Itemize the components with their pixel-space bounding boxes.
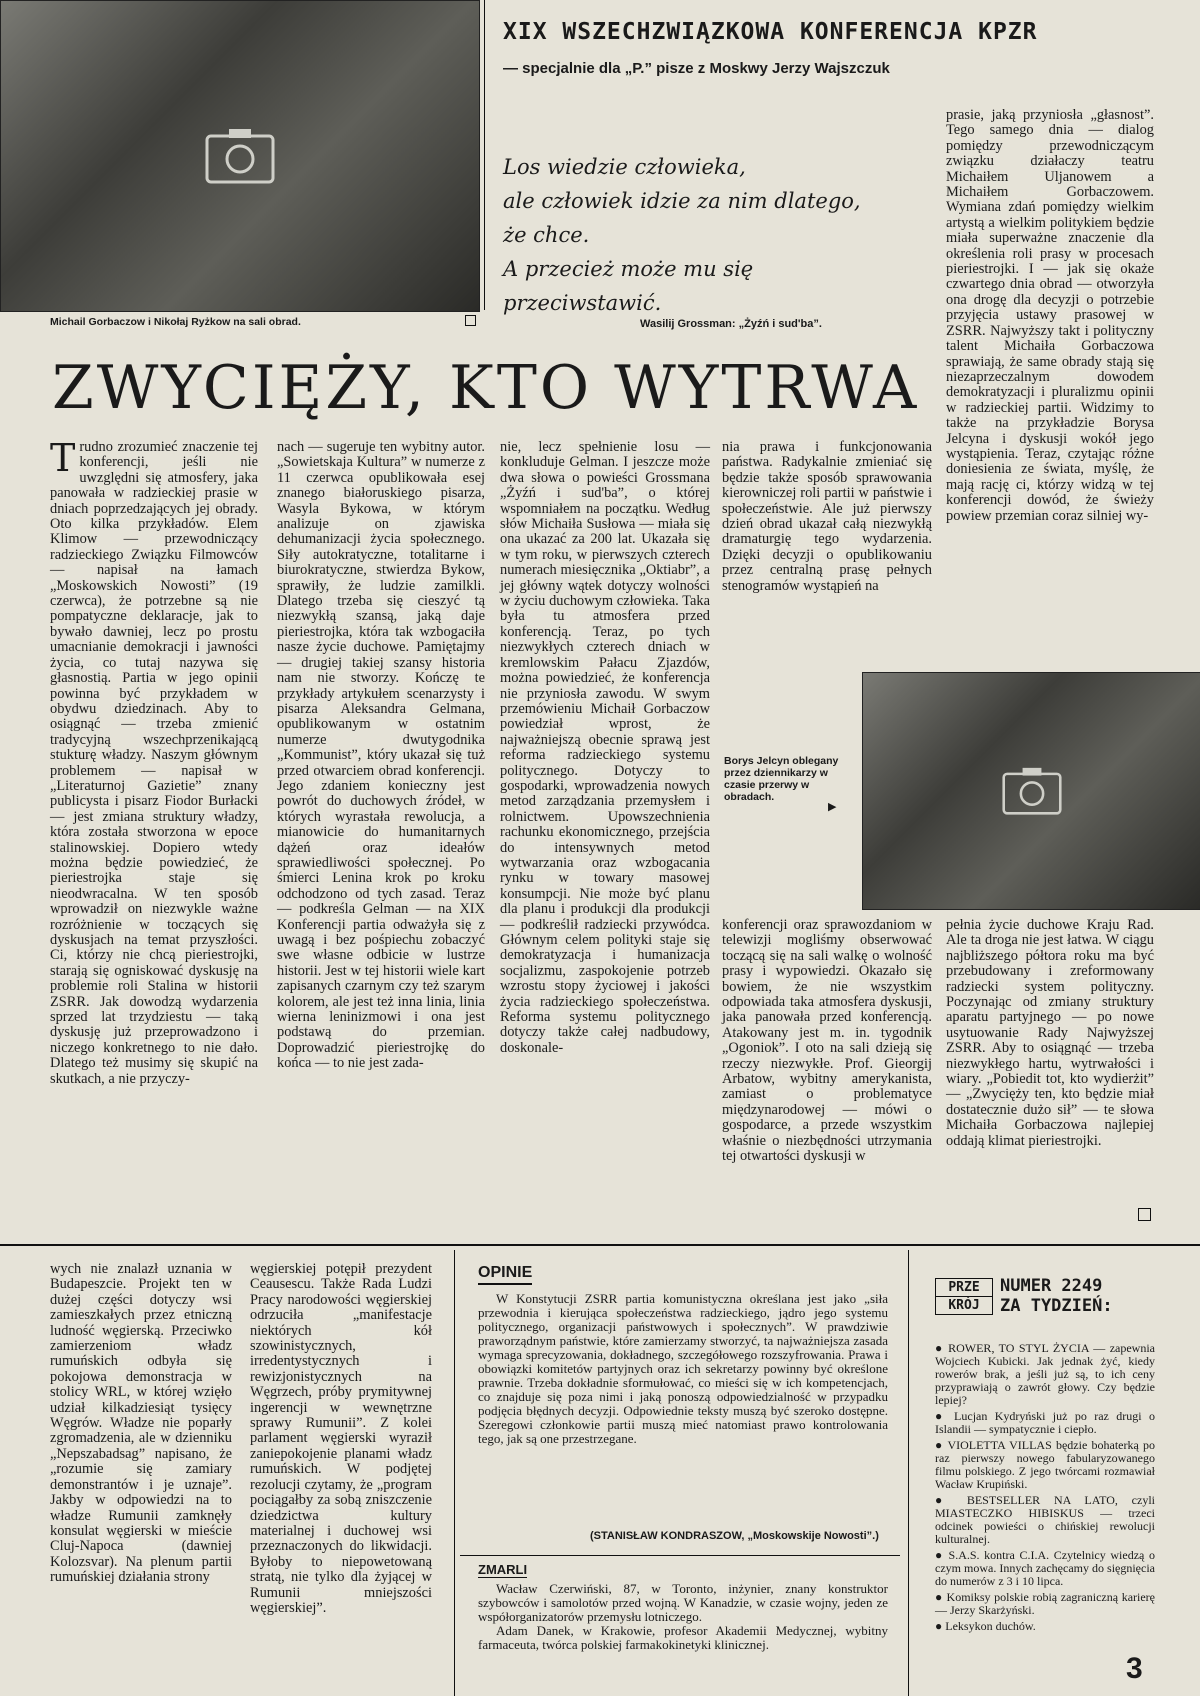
header-divider <box>484 0 485 310</box>
end-square-icon <box>465 315 476 326</box>
list-item: ● Lucjan Kydryński już po raz drugi o Islandii — sympatycznie i ciepło. <box>935 1409 1155 1436</box>
article-col1: Trudno zrozumieć znaczenie tej konferencji, jeśli nie uwzględni się atmosfery, jaka panowała w radzieckiej prasie w dniach poprzedzających jej obrady. Oto kilka przykładów. Elem Klimow — przewodniczący radzieckiego Związku Filmowców — napisał na łamach „Moskowskich Nowosti” (19 czerwca), że potrzebne są nie pompatyczne deklaracje, jak to bywało dawniej, lecz po prostu umacnianie demokracji i jawności życia, co tutaj nazywa się głasnostią. Partia w jego opinii powinna być przykładem w obydwu dziedzinach. Aby to osiągnąć — trzeba zmienić tradycyjną wszechprzenikającą stukturę władzy. Naszym głównym problemem — napisał w „Literaturnoj Gazietie” znany publicysta i pisarz Fiodor Burłacki — jest zmiana struktury władzy, która została stworzona w epoce stalinowskiej. Dopiero wtedy można będzie powiedzieć, że pieriestrojka staje się nieodwracalna. W ten sposób wprowadził on niezwykle ważne rozróżnienie w toczących się dyskusjach na temat przyszłości. Ci, którzy nie chcą pieriestrojki, starają się ogniskować dyskusję na problemie roli Stalina w historii ZSRR. Jak dowodzą wydarzenia sprzed lat trzydziestu — taką dyskusję już przeprowadzono i niczego konkretnego to nie dało. Dlatego też musimy się skupić na skutkach, a nie przyczy- <box>50 436 258 1087</box>
epigraph-line: Los wiedzie człowieka, <box>503 155 746 179</box>
list-item: ● Leksykon duchów. <box>935 1619 1036 1633</box>
bottom-divider-1 <box>454 1250 455 1696</box>
opinie-heading: OPINIE <box>478 1264 532 1285</box>
end-square-icon <box>1138 1208 1151 1221</box>
image-placeholder-icon <box>1002 767 1062 815</box>
list-item: ● BESTSELLER NA LATO, czyli MIASTECZKO HIBISKUS — trzeci odcinek powieści o chińskiej rewolucji kulturalnej. <box>935 1493 1155 1546</box>
conference-heading: XIX WSZECHZWIĄZKOWA KONFERENCJA KPZR <box>503 19 1038 45</box>
page-number: 3 <box>1126 1652 1143 1685</box>
epigraph-line: przeciwstawić. <box>503 291 662 315</box>
article-col5-top: prasie, jaką przyniosła „głasnost”. Tego samego dnia — dialog pomiędzy przewodniczącym związku działaczy teatru Michaiłem Uljanowem a Michaiłem Gorbaczowem. Wymiana zdań pomiędzy wielkim artystą a wielkim politykiem będzie miała superważne znaczenie dla określenia roli prasy w procesach pieriestrojki. I — jak się okaże czwartego dnia obrad — otworzyła ona drogę dla decyzji o potrzebie przyjęcia ustawy prasowej w ZSRR. Najwyższy takt i polityczny talent Michaiła Gorbaczowa sprawiają, że same obrady stają się niezaprzeczalnym dowodem demokratyzacji i pluralizmu opinii w radzieckiej partii. Widzimy to także na przykładzie Borysa Jelcyna i dyskusji wokół jego wystąpienia. Teraz, czytając różne doniesienia ze świata, myślę, że mają rację ci, którzy widzą w tej konferencji dowód, że świeży powiew przemian coraz silniej wy- <box>946 107 1154 524</box>
bottom-col-b: węgierskiej potępił prezydent Ceausescu. Także Rada Ludzi Pracy narodowości węgierskiej odrzuciła „manifestacje niektórych kół szowinistycznych, irredentystycznych i rewizjonistycznych na Węgrzech, próby prymitywnej ingerencji w wewnętrzne sprawy Rumunii”. Z kolei parlament węgierski wyraził zaniepokojenie planami władz rumuńskich. W podjętej rezolucji czytamy, że „program pociągałby za sobą zniszczenie dziedzictwa kultury materialnej i duchowej wsi przeznaczonych do likwidacji. Byłoby to niepowetowaną stratą, nie tylko dla żyjącej w Rumunii mniejszości węgierskiej”. <box>250 1261 432 1616</box>
zmarli-entry: Wacław Czerwiński, 87, w Toronto, inżynier, znany konstruktor szybowców i samolotów przed wojną. W Kanadzie, w czasie wojny, jeden ze współorganizatorów przemysłu lotniczego. <box>478 1581 888 1624</box>
article-col5-bottom: pełnia życie duchowe Kraju Rad. Ale ta droga nie jest łatwa. W ciągu najbliższego półtora roku ma być przebudowany i zreformowany radziecki system polityczny. Poczynając od zmiany struktury aparatu partyjnego — po nowe usytuowanie Rady Najwyższej ZSRR. Aby to osiągnąć — trzeba niezwykłego hartu, wytrwałości i wiary. „Pobiedit tot, kto wydierżit” — „Zwycięży ten, kto będzie miał dostatecznie dużo sił” — te słowa Michaiła Gorbaczowa najlepiej oddają klimat pieriestrojki. <box>946 917 1154 1149</box>
opinie-source: (STANISŁAW KONDRASZOW, „Moskowskije Nowosti”.) <box>590 1530 879 1542</box>
image-placeholder-icon <box>205 128 275 184</box>
list-item: ● VIOLETTA VILLAS będzie bohaterką po raz pierwszy nowego fabularyzowanego filmu polskiego. Z jego twórcami rozmawiał Wacław Krupiński. <box>935 1438 1155 1491</box>
zmarli-entry: Adam Danek, w Krakowie, profesor Akademii Medycznej, wybitny farmaceuta, twórca polskiej farmakokinetyki klinicznej. <box>478 1623 888 1652</box>
article-col4-bottom: konferencji oraz sprawozdaniom w telewizji mogliśmy obserwować toczącą się na sali walkę o wolność prasy i wypowiedzi. Okazało się bowiem, że nie wszystkim odpowiada taka atmosfera dyskusji, jaka panowała przed konferencją. Atakowany jest m. in. tygodnik „Ogoniok”. I oto na sali dzieją się rzeczy niezwykłe. Prof. Gieorgij Arbatow, wybitny amerykanista, zamiast o problematyce międzynarodowej — mówi o gospodarce, a przede wszystkim właśnie o niezbędności utrzymania tej otwartości dyskusji w <box>722 917 932 1165</box>
article-title: ZWYCIĘŻY, KTO WYTRWA <box>52 353 920 423</box>
list-item: ● ROWER, TO STYL ŻYCIA — zapewnia Wojciech Kubicki. Jak jednak żyć, kiedy rowerów brak, a jeśli już są, to ich ceny przyprawiają o zawrót głowy. Czy będzie lepiej? <box>935 1341 1155 1407</box>
epigraph <box>503 150 943 320</box>
article-col2: nach — sugeruje ten wybitny autor. „Sowietskaja Kultura” w numerze z 11 czerwca opublikowała esej znanego białoruskiego pisarza, Wasyla Bykowa, w którym analizuje on zjawiska dehumanizacji życia społecznego. Siły autokratyczne, totalitarne i biurokratyczne, stwierdza Bykow, sprawiły, że ludzie zamilkli. Dlatego trzeba się cieszyć tą niezwykłą szansą, jaką daje pieriestrojka, która tak wzbogaciła nasze życie duchowe. Pamiętajmy — drugiej takiej szansy historia nam nie stworzy. Kończę te przykłady artykułem scenarzysty i pisarza Aleksandra Gelmana, opublikowanym w ostatnim numerze dwutygodnika „Kommunist”, który ukazał się tuż przed otwarciem obrad konferencji. Jego zdaniem konieczny jest powrót do duchowych źródeł, w których wyrastała rewolucja, a mianowicie do humanitarnych dążeń oraz ideałów sprawiedliwości społecznej. Po śmierci Lenina krok po kroku odchodzono od tych zasad. Teraz — podkreśla Gelman — na XIX Konferencji partia odważyła się z uwagą i bez pośpiechu zobaczyć swe własne odbicie w lustrze historii. Jest w tej historii wiele kart zapisanych czarnym czy też szarym kolorem, ale jest też inna linia, linia wierna leninizmowi i ona jest podstawą do przemian. Doprowadzić pieriestrojkę do końca — to nie jest zada- <box>277 439 485 1072</box>
zmarli-entries <box>478 1582 888 1652</box>
article-col4-top: nia prawa i funkcjonowania państwa. Radykalnie zmieniać się będzie także sposób sprawowania kierowniczej roli partii w państwie i społeczeństwie. Ale już pierwszy dzień obrad ukazał całą niezwykłą dramaturgię tego wydarzenia. Dzięki decyzji o opublikowaniu przez centralną prasę pełnych stenogramów wystąpień na <box>722 439 932 594</box>
list-item: ● S.A.S. kontra C.I.A. Czytelnicy wiedzą o czym mowa. Innych zachęcamy do sięgnięcia do numerów z 3 i 10 lipca. <box>935 1548 1155 1588</box>
epigraph-line: A przecież może mu się <box>503 257 754 281</box>
list-item: ● Komiksy polskie robią zagraniczną karierę — Jerzy Skarżyński. <box>935 1590 1155 1617</box>
arrow-right-icon: ▶ <box>828 801 837 813</box>
epigraph-source: Wasilij Grossman: „Żyźń i sud'ba”. <box>640 318 822 330</box>
epigraph-line: że chce. <box>503 223 590 247</box>
bottom-divider-2 <box>908 1250 909 1696</box>
dropcap: T <box>50 436 76 480</box>
zmarli-divider <box>460 1555 900 1556</box>
przekroj-list <box>935 1342 1155 1636</box>
opinie-text: W Konstytucji ZSRR partia komunistyczna określana jest jako „siła przewodnia i kierująca społeczeństwa radzieckiego, jądro jego systemu politycznego, organizacji państwowych i społecznych”. W prawdziwie praworządnym państwie, które zamierzamy stworzyć, ta najważniejsza zasada wymaga sprecyzowania, dokładnego, szczegółowego rozszyfrowania. Prawa i obowiązki komitetów partyjnych oraz ich sekretarzy powinny być określone prawnie. Trzeba dokładnie sformułować, co mieści się w ich kompetencjach, co znajduje się poza nimi i jaką ponoszą odpowiedzialność w przypadku podjęcia błędnych decyzji. Odpowiednie teksty muszą być szeroko dostępne. Szeregowi członkowie partii muszą mieć natomiast prawo kontrolowania tego, jak są one przestrzegane. <box>478 1291 888 1446</box>
przekroj-issue: NUMER 2249 ZA TYDZIEŃ: <box>1000 1276 1113 1316</box>
bottom-col-a: wych nie znalazł uznania w Budapeszcie. Projekt ten w dużej części dotyczy wsi zamieszkałych przez etniczną ludność węgierską. Przeciwko zamierzeniom władz rumuńskich odbyła się pokojowa demonstracja w stolicy WRL, w której wzięło udział kilkadziesiąt tysięcy Węgrów. Władze nie poparły zgromadzenia, ale w dzienniku „Nepszabadsag” napisano, że „rozumie się zamiary demonstrantów i je uznaje”. Jakby w odpowiedzi na to władze Rumunii zamknęły konsulat węgierski w mieście Cluj-Napoca (dawniej Kolozsvar). Na plenum partii rumuńskiej działania strony <box>50 1261 232 1586</box>
przekroj-logo: PRZE KRÓJ <box>935 1278 993 1315</box>
photo-yeltsin-journalists <box>862 672 1200 910</box>
section-divider <box>0 1244 1200 1246</box>
photo1-caption: Michail Gorbaczow i Nikołaj Ryżkow na sali obrad. <box>50 316 301 328</box>
byline: — specjalnie dla „P.” pisze z Moskwy Jerzy Wajszczuk <box>503 60 890 77</box>
article-col3: nie, lecz spełnienie losu — konkluduje Gelman. I jeszcze może dwa słowa o powieści Grossmana „Żyźń i sud'ba”, o której wspomniałem na początku. Według słów Michaiła Susłowa — miała się ona ukazać za 200 lat. Ukazała się w tym roku, w pierwszych czterech numerach miesięcznika „Oktiabr”, a jej główny wątek dotyczy wolności w życiu duchowym człowieka. Taka była tu atmosfera przed konferencją. Teraz, po tych niezwykłych czterech dniach w kremlowskim Pałacu Zjazdów, można powiedzieć, że konferencja nie przyniosła zawodu. W swym przemówieniu Michaił Gorbaczow powiedział wprost, że najważniejszą obecnie sprawą jest reforma radzieckiego systemu politycznego. Dotyczy to gospodarki, wprowadzenia nowych metod zarządzania przemysłem i rolnictwem. Upowszechnienia rachunku ekonomicznego, przejścia do intensywnych metod wytwarzania oraz wzbogacania rynku w towary masowej konsumpcji. Nie może być planu dla planu i produkcji dla produkcji — podkreślił radziecki przywódca. Głównym celem polityki staje się demokratyzacja i humanizacja socjalizmu, zaspokojenie potrzeb wzrostu stopy życiowej i jakości życia radzieckiego społeczeństwa. Reforma systemu politycznego dotyczy także całej nadbudowy, doskonale- <box>500 439 710 1056</box>
photo-gorbachev-ryzhkov <box>0 0 480 312</box>
photo2-caption: Borys Jelcyn oblegany przez dziennikarzy w czasie przerwy w obradach. <box>724 755 839 803</box>
epigraph-line: ale człowiek idzie za nim dlatego, <box>503 189 861 213</box>
zmarli-heading: ZMARLI <box>478 1562 528 1577</box>
